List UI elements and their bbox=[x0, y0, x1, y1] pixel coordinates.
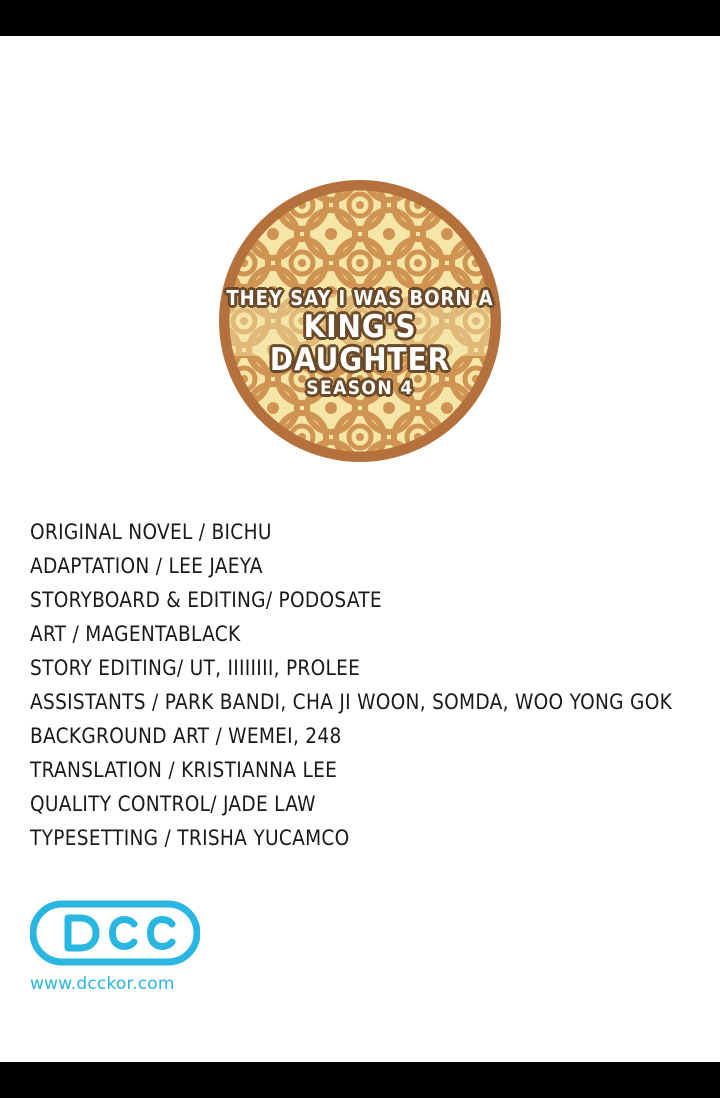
credit-line: BACKGROUND ART / WEMEI, 248 bbox=[30, 724, 342, 749]
credit-line: STORY EDITING/ UT, IIIIIIII, PROLEE bbox=[30, 656, 361, 681]
credit-line: ASSISTANTS / PARK BANDI, CHA JI WOON, SOMDA, WOO YONG GOK bbox=[30, 690, 673, 715]
dcc-logo-icon[interactable] bbox=[30, 898, 200, 968]
emblem-title-line-1: THEY SAY I WAS BORN A bbox=[226, 286, 494, 310]
footer-branding bbox=[30, 898, 430, 994]
credit-line: QUALITY CONTROL/ JADE LAW bbox=[30, 792, 316, 817]
emblem-title-line-2: KING'S DAUGHTER bbox=[269, 309, 451, 378]
credit-line: TRANSLATION / KRISTIANNA LEE bbox=[30, 758, 338, 783]
credit-line: ORIGINAL NOVEL / BICHU bbox=[30, 520, 272, 545]
emblem-title-block bbox=[210, 288, 510, 399]
page-sheet bbox=[0, 36, 720, 1062]
credit-line: ADAPTATION / LEE JAEYA bbox=[30, 554, 263, 579]
emblem-title-line-3: SEASON 4 bbox=[306, 377, 414, 400]
title-emblem bbox=[0, 176, 720, 506]
credits-list bbox=[30, 516, 690, 856]
credit-line: TYPESETTING / TRISHA YUCAMCO bbox=[30, 826, 350, 851]
website-url[interactable]: www.dcckor.com bbox=[30, 974, 175, 994]
credit-line: ART / MAGENTABLACK bbox=[30, 622, 241, 647]
credit-line: STORYBOARD & EDITING/ PODOSATE bbox=[30, 588, 382, 613]
